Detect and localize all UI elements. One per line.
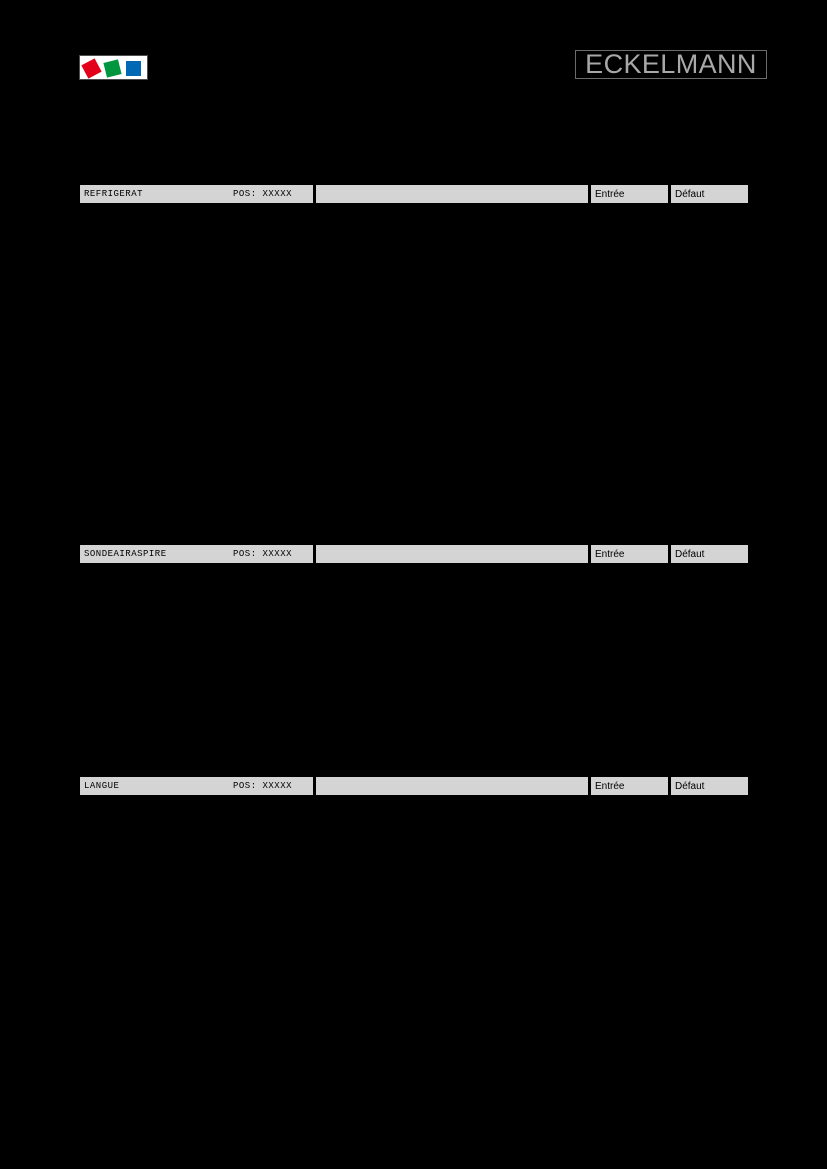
logo-square-blue — [126, 61, 141, 76]
section-default-cell — [670, 184, 749, 204]
logo-square-red — [81, 58, 101, 78]
section-blank-cell — [315, 776, 589, 796]
section-default-cell — [670, 544, 749, 564]
eckelmann-squares-logo-icon — [79, 55, 148, 80]
section-pos-label: POS: XXXXX — [233, 781, 293, 791]
section-entry-label: Entrée — [595, 548, 625, 560]
section-row-langue — [79, 776, 749, 796]
section-name-cell — [79, 776, 314, 796]
section-pos-label: POS: XXXXX — [233, 189, 293, 199]
section-blank-cell — [315, 184, 589, 204]
section-name-label: REFRIGERAT — [84, 189, 144, 199]
logo-square-green — [103, 59, 121, 77]
section-entry-label: Entrée — [595, 188, 625, 200]
section-blank-cell — [315, 544, 589, 564]
section-entry-label: Entrée — [595, 780, 625, 792]
section-entry-cell — [590, 776, 669, 796]
brand-title: ECKELMANN — [575, 50, 767, 79]
section-pos-label: POS: XXXXX — [233, 549, 293, 559]
section-default-cell — [670, 776, 749, 796]
section-default-label: Défaut — [675, 188, 705, 200]
section-default-label: Défaut — [675, 548, 705, 560]
section-name-cell — [79, 544, 314, 564]
page-header — [79, 50, 767, 86]
section-row-sondeairaspire — [79, 544, 749, 564]
section-entry-cell — [590, 544, 669, 564]
section-name-label: SONDEAIRASPIRE — [84, 549, 167, 559]
section-default-label: Défaut — [675, 780, 705, 792]
section-name-cell — [79, 184, 314, 204]
section-row-refrigerat — [79, 184, 749, 204]
section-name-label: LANGUE — [84, 781, 120, 791]
section-entry-cell — [590, 184, 669, 204]
